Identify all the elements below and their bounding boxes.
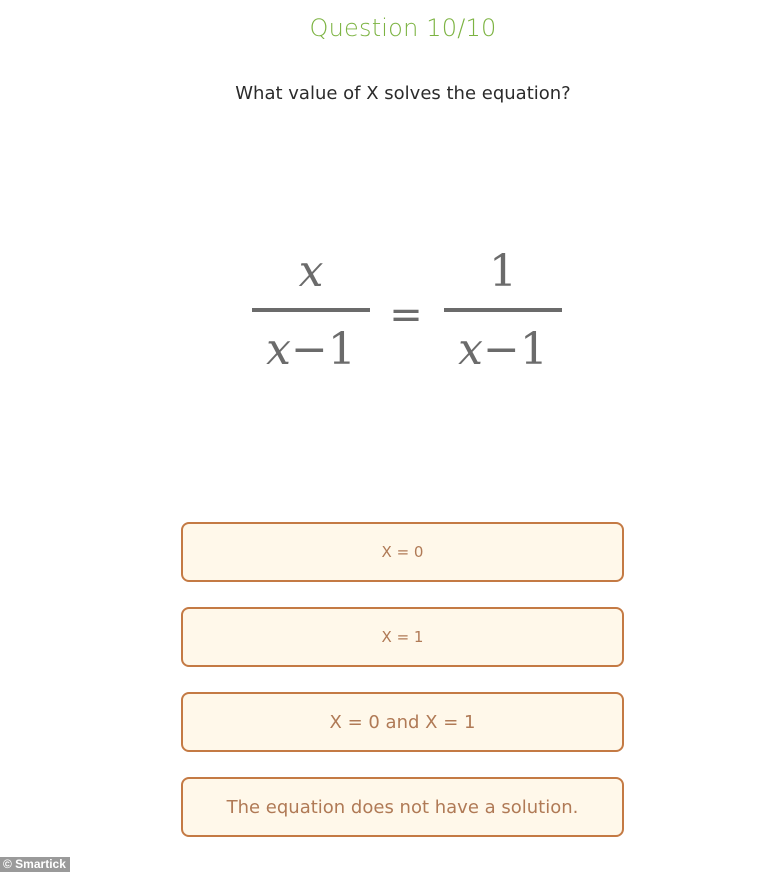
question-counter: Question 10/10: [309, 14, 497, 42]
equals-sign: =: [389, 292, 423, 338]
answer-option-label: X = 0 and X = 1: [329, 711, 476, 733]
right-numerator: 1: [489, 246, 517, 297]
answer-option-x-equals-0[interactable]: [181, 522, 624, 582]
left-numerator: x: [298, 246, 324, 297]
right-denominator: [444, 318, 562, 382]
left-denominator-variable: x: [266, 324, 291, 375]
right-denominator-constant: −1: [482, 324, 548, 375]
left-denominator: [252, 318, 370, 382]
answer-option-x-equals-0-and-1[interactable]: [181, 692, 624, 752]
right-fraction-bar: [444, 308, 562, 312]
right-fraction: [444, 240, 562, 382]
answer-option-label: X = 1: [381, 628, 424, 646]
answer-option-no-solution[interactable]: [181, 777, 624, 837]
question-prompt: What value of X solves the equation?: [235, 83, 571, 104]
answer-option-label: X = 0: [381, 543, 424, 561]
left-fraction-bar: [252, 308, 370, 312]
right-denominator-variable: x: [458, 324, 483, 375]
left-fraction: [252, 240, 370, 382]
left-denominator-constant: −1: [290, 324, 356, 375]
answer-option-label: The equation does not have a solution.: [226, 796, 579, 818]
copyright-watermark: © Smartick: [0, 857, 70, 872]
answer-option-x-equals-1[interactable]: [181, 607, 624, 667]
equation: [0, 240, 758, 400]
